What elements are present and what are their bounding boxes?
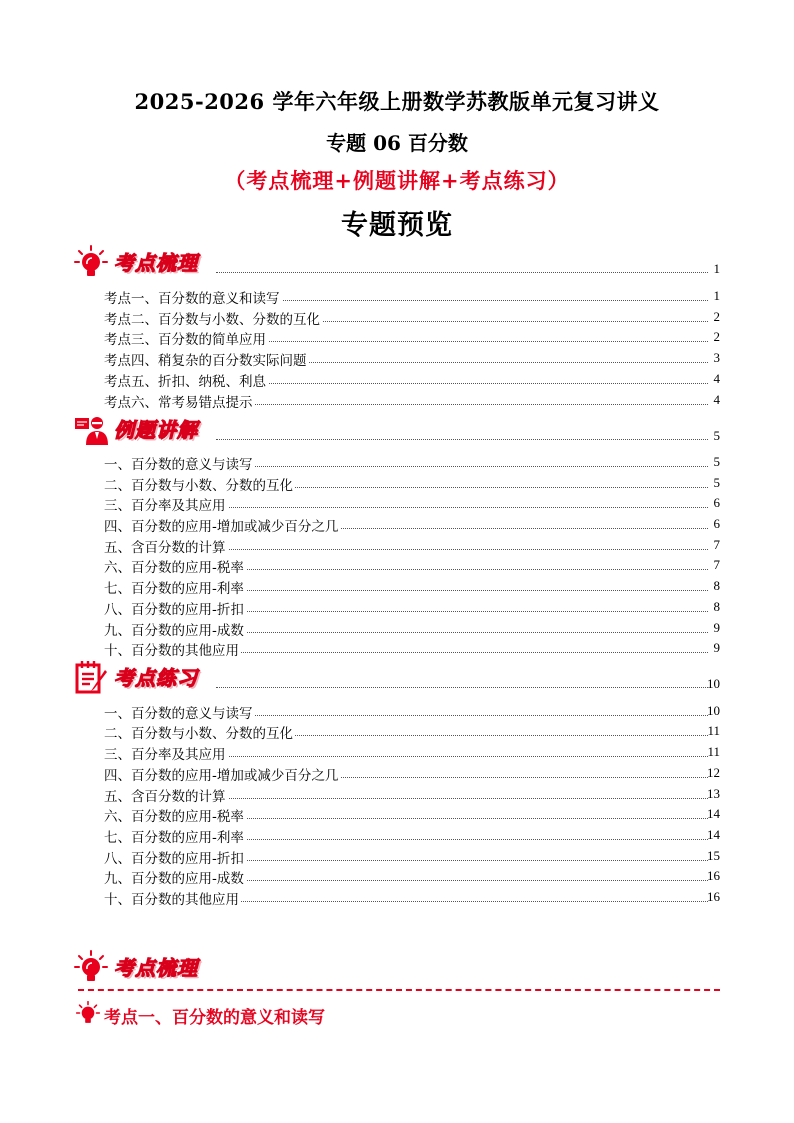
- toc-item[interactable]: 七、百分数的应用-利率 14: [104, 827, 720, 846]
- body-section-kaodian: [74, 950, 720, 984]
- toc-item[interactable]: 九、百分数的应用-成数 16: [104, 868, 720, 887]
- toc-item[interactable]: 考点二、百分数与小数、分数的互化 2: [104, 309, 720, 328]
- toc-item[interactable]: 考点六、常考易错点提示 4: [104, 392, 720, 411]
- dashed-divider: [78, 989, 720, 991]
- kaodian-heading: [76, 999, 476, 1027]
- topic-title: 专题 06 百分数: [326, 131, 468, 155]
- section-label: 考点梳理: [114, 956, 198, 980]
- toc-item[interactable]: 五、含百分数的计算 13: [104, 786, 720, 805]
- toc-item[interactable]: 五、含百分数的计算 7: [104, 537, 720, 556]
- page-number: 10: [707, 676, 720, 691]
- toc-item[interactable]: 八、百分数的应用-折扣 8: [104, 599, 720, 618]
- lightbulb-icon: [74, 245, 108, 279]
- toc-item[interactable]: 九、百分数的应用-成数 9: [104, 620, 720, 639]
- page-number: 5: [713, 428, 720, 443]
- toc-section-lianxi[interactable]: [74, 660, 720, 694]
- toc-section-kaodian[interactable]: [74, 245, 720, 279]
- dot-leader: [216, 439, 708, 440]
- dot-leader: [216, 272, 708, 273]
- toc-item[interactable]: 八、百分数的应用-折扣 15: [104, 848, 720, 867]
- toc-item[interactable]: 六、百分数的应用-税率 14: [104, 806, 720, 825]
- toc-item[interactable]: 三、百分率及其应用 11: [104, 744, 720, 763]
- toc-item[interactable]: 考点五、折扣、纳税、利息 4: [104, 371, 720, 390]
- kaodian-title: 考点一、百分数的意义和读写: [104, 1008, 325, 1028]
- section-label: 例题讲解: [114, 418, 198, 442]
- toc-section-liti[interactable]: [74, 412, 720, 446]
- section-label: 考点梳理: [114, 251, 198, 275]
- toc-item[interactable]: 十、百分数的其他应用 16: [104, 889, 720, 908]
- toc-item[interactable]: 考点四、稍复杂的百分数实际问题 3: [104, 350, 720, 369]
- topic-tagline: （考点梳理+例题讲解+考点练习）: [224, 168, 570, 193]
- teacher-icon: [74, 412, 108, 446]
- document-title: 2025-2026 学年六年级上册数学苏教版单元复习讲义: [134, 89, 660, 114]
- toc-item[interactable]: 一、百分数的意义与读写 5: [104, 454, 720, 473]
- overview-heading: 专题预览: [341, 210, 453, 241]
- lightbulb-small-icon: [76, 1001, 100, 1025]
- toc-item[interactable]: 考点三、百分数的简单应用 2: [104, 329, 720, 348]
- toc-item[interactable]: 三、百分率及其应用 6: [104, 495, 720, 514]
- toc-item[interactable]: 七、百分数的应用-利率 8: [104, 578, 720, 597]
- toc-item[interactable]: 二、百分数与小数、分数的互化 11: [104, 723, 720, 742]
- toc-item[interactable]: 十、百分数的其他应用 9: [104, 640, 720, 659]
- toc-item[interactable]: 四、百分数的应用-增加或减少百分之几 6: [104, 516, 720, 535]
- toc-item[interactable]: 四、百分数的应用-增加或减少百分之几 12: [104, 765, 720, 784]
- toc-item[interactable]: 二、百分数与小数、分数的互化 5: [104, 475, 720, 494]
- toc-item[interactable]: 考点一、百分数的意义和读写 1: [104, 288, 720, 307]
- dot-leader: [216, 687, 708, 688]
- lightbulb-icon: [74, 950, 108, 984]
- notepad-icon: [74, 660, 108, 694]
- page-number: 1: [713, 261, 720, 276]
- section-label: 考点练习: [114, 666, 198, 690]
- toc-item[interactable]: 六、百分数的应用-税率 7: [104, 557, 720, 576]
- toc-item[interactable]: 一、百分数的意义与读写 10: [104, 703, 720, 722]
